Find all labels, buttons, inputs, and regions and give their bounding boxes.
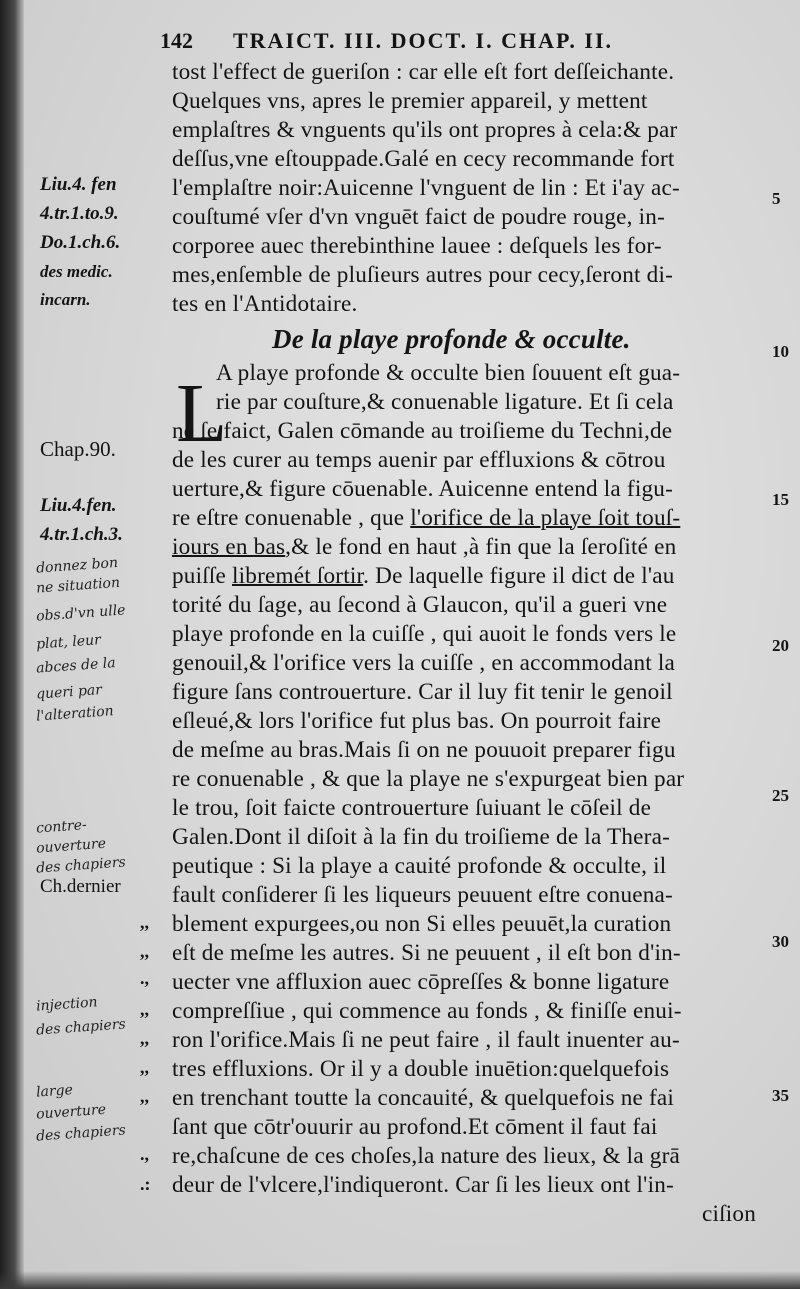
margin-reference: Chap.90. bbox=[40, 437, 116, 461]
line-number: 5 bbox=[772, 189, 781, 208]
text-line: mes,enſemble de pluſieurs autres pour cecy,ſeront di- bbox=[172, 262, 674, 288]
page-number: 142 bbox=[160, 28, 193, 53]
margin-reference: 4.tr.1.to.9. bbox=[40, 203, 119, 224]
line-number: 15 bbox=[772, 490, 789, 509]
handwritten-note: l'alteration bbox=[35, 703, 115, 725]
margin-reference: Liu.4. fen bbox=[40, 174, 117, 195]
text-line: peutique : Si la playe a cauité profonde & occulte, il bbox=[172, 853, 667, 879]
text-line: compreſſiue , qui commence au fonds , & finiſſe enui- bbox=[172, 998, 682, 1024]
text-line: eſt de meſme les autres. Si ne peuuent , il eſt bon d'in- bbox=[172, 940, 681, 966]
text-line: emplaſtres & vnguents qu'ils ont propres à cela:& par bbox=[172, 117, 678, 143]
handwritten-note: obs.d'vn ulle bbox=[35, 602, 126, 625]
text-line: uecter vne affluxion auec cōpreſſes & bonne ligature bbox=[172, 969, 670, 995]
text-line: de les curer au temps auenir par effluxions & cōtrou bbox=[172, 447, 666, 473]
handwritten-note: des chapiers bbox=[35, 1016, 127, 1039]
handwritten-note: large bbox=[35, 1082, 74, 1101]
handwritten-note: donnez bon bbox=[35, 554, 119, 577]
text-line: eſleué,& lors l'orifice fut plus bas. On pourroit faire bbox=[172, 708, 662, 734]
text-span: puiſſe bbox=[172, 563, 233, 589]
quotation-mark: ., bbox=[140, 1144, 149, 1164]
underlined-passage: l'orifice de la playe ſoit touſ- bbox=[410, 505, 681, 531]
text-line: genouil,& l'orifice vers la cuiſſe , en accommodant la bbox=[172, 650, 676, 676]
text-line: playe profonde en la cuiſſe , qui auoit le fonds vers le bbox=[172, 621, 677, 647]
text-line: tost l'effect de gueriſon : car elle eſt fort deſſeichante. bbox=[172, 59, 675, 85]
text-line: figure ſans controuerture. Car il luy fit tenir le genoil bbox=[172, 679, 673, 705]
handwritten-note: injection bbox=[35, 994, 99, 1015]
underlined-passage: libremét ſortir bbox=[232, 563, 364, 589]
handwritten-note: abces de la bbox=[35, 655, 117, 677]
handwritten-note: ne situation bbox=[35, 574, 121, 597]
text-line: ne ſe faict, Galen cōmande au troiſieme du Techni,de bbox=[172, 418, 673, 444]
text-line: re,chaſcune de ces choſes,la nature des lieux, & la grā bbox=[172, 1143, 681, 1169]
quotation-mark: .: bbox=[140, 1174, 151, 1194]
text-line bbox=[172, 533, 772, 562]
quotation-mark: ,, bbox=[140, 999, 149, 1019]
text-span: re eſtre conuenable , que bbox=[172, 505, 411, 531]
text-line: couſtumé vſer d'vn vnguēt faict de poudre rouge, in- bbox=[172, 204, 665, 230]
page-bottom-shadow bbox=[0, 1271, 800, 1289]
text-line: tes en l'Antidotaire. bbox=[172, 291, 358, 317]
margin-reference: Do.1.ch.6. bbox=[40, 232, 121, 253]
margin-reference: Liu.4.fen. bbox=[40, 495, 117, 516]
text-line: A playe profonde & occulte bien ſouuent eſt gua- bbox=[216, 360, 681, 386]
text-line: re conuenable , & que la playe ne s'expurgeat bien par bbox=[172, 766, 685, 792]
text-line: tres effluxions. Or il y a double inuētion:quelquefois bbox=[172, 1056, 670, 1082]
line-number: 30 bbox=[772, 932, 789, 951]
handwritten-note: queri par bbox=[35, 682, 103, 703]
quotation-mark: ,, bbox=[140, 1028, 149, 1048]
main-text-block bbox=[172, 58, 772, 1229]
underlined-passage: iours en bas bbox=[172, 534, 286, 560]
handwritten-note: contre- bbox=[35, 817, 88, 837]
line-number: 25 bbox=[772, 786, 789, 805]
line-number: 10 bbox=[772, 342, 789, 361]
text-line: corporee auec therebinthine lauee : deſquels les for- bbox=[172, 233, 662, 259]
margin-reference: Ch.dernier bbox=[40, 876, 121, 897]
text-line: deſſus,vne eſtouppade.Galé en cecy recommande fort bbox=[172, 146, 675, 172]
line-number: 35 bbox=[772, 1086, 789, 1105]
text-line: rie par couſture,& conuenable ligature. Et ſi cela bbox=[216, 389, 674, 415]
text-line: blement expurgees,ou non Si elles peuuēt,la curation bbox=[172, 911, 672, 937]
catchword: ciſion bbox=[702, 1201, 757, 1227]
text-line: en trenchant toutte la concauité, & quelquefois ne fai bbox=[172, 1085, 675, 1111]
text-line: ron l'orifice.Mais ſi ne peut faire , il fault inuenter au- bbox=[172, 1027, 680, 1053]
text-span: ,& le fond en haut ,à fin que la ſeroſité en bbox=[285, 534, 677, 560]
margin-reference: incarn. bbox=[40, 290, 91, 309]
text-line: le trou, ſoit faicte controuerture ſuiuant le cōſeil de bbox=[172, 795, 652, 821]
handwritten-note: ouverture bbox=[35, 835, 107, 857]
text-line: de meſme au bras.Mais ſi on ne pouuoit preparer figu bbox=[172, 737, 676, 763]
running-title: TRAICT. III. DOCT. I. CHAP. II. bbox=[233, 28, 614, 53]
text-line: l'emplaſtre noir:Auicenne l'vnguent de lin : Et i'ay ac- bbox=[172, 175, 680, 201]
quotation-mark: ,, bbox=[140, 941, 149, 961]
running-header bbox=[160, 28, 790, 54]
text-span: . De laquelle figure il dict de l'au bbox=[363, 563, 675, 589]
text-line: torité du ſage, au ſecond à Glaucon, qu'il a gueri vne bbox=[172, 592, 668, 618]
margin-reference: 4.tr.1.ch.3. bbox=[40, 524, 123, 545]
text-line: ſant que cōtr'ouurir au profond.Et cōment il faut fai bbox=[172, 1114, 658, 1140]
text-line: fault conſiderer ſi les liqueurs peuuent eſtre conuena- bbox=[172, 882, 673, 908]
section-heading: De la playe profonde & occulte. bbox=[272, 324, 631, 354]
line-number: 20 bbox=[772, 636, 789, 655]
quotation-mark: ,, bbox=[140, 912, 149, 932]
handwritten-note: ouverture bbox=[35, 1101, 107, 1123]
quotation-mark: ,, bbox=[140, 1086, 149, 1106]
text-line: uerture,& figure cōuenable. Auicenne entend la figu- bbox=[172, 476, 673, 502]
book-spine-shadow bbox=[0, 0, 24, 1289]
quotation-mark: ., bbox=[140, 968, 149, 988]
text-line: Quelques vns, apres le premier appareil, y mettent bbox=[172, 88, 648, 114]
handwritten-note: des chapiers bbox=[35, 854, 127, 877]
text-line: deur de l'vlcere,l'indiqueront. Car ſi les lieux ont l'in- bbox=[172, 1172, 674, 1198]
drop-capital: L bbox=[176, 367, 228, 460]
text-line bbox=[172, 562, 772, 591]
handwritten-note: des chapiers bbox=[35, 1122, 127, 1145]
text-line bbox=[172, 504, 772, 533]
text-line: Galen.Dont il diſoit à la fin du troiſieme de la Thera- bbox=[172, 824, 671, 850]
handwritten-note: plat, leur bbox=[35, 632, 102, 653]
margin-reference: des medic. bbox=[40, 262, 113, 281]
quotation-mark: ,, bbox=[140, 1057, 149, 1077]
